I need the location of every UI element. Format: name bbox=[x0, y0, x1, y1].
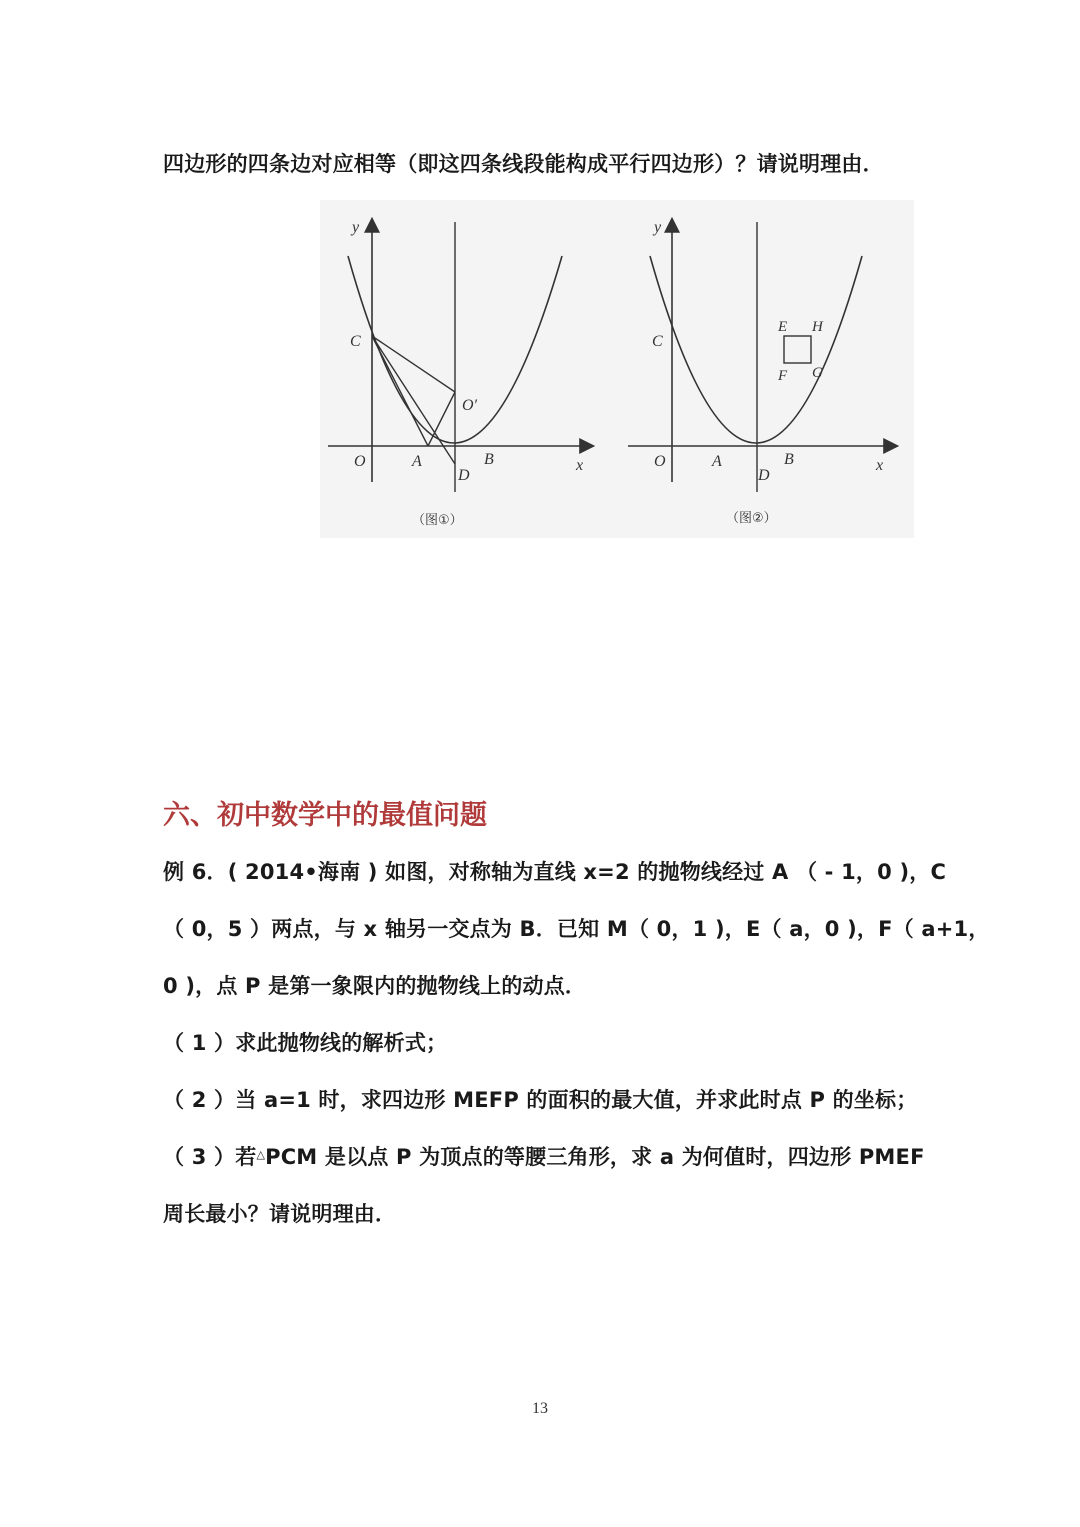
fig1-segment-ao bbox=[428, 392, 455, 446]
fig2-label-y: y bbox=[654, 219, 662, 236]
figure-panel bbox=[320, 200, 914, 538]
fig1-label-d: D bbox=[458, 467, 470, 484]
fig1-label-o: O bbox=[354, 453, 366, 470]
question-1: （ 1 ）求此抛物线的解析式； bbox=[163, 1031, 448, 1055]
question-3 bbox=[163, 1141, 925, 1171]
question-3-line-2: 周长最小？请说明理由． bbox=[163, 1202, 397, 1226]
fig1-label-y: y bbox=[352, 219, 360, 236]
fig1-caption: （图①） bbox=[412, 513, 463, 528]
fig2-label-a: A bbox=[712, 453, 722, 470]
fig1-label-o-prime: O′ bbox=[462, 397, 478, 414]
problem-line-2: （ 0，5 ）两点，与 x 轴另一交点为 B．已知 M（ 0，1 )，E（ a，0 )，F（ a+1， bbox=[163, 917, 990, 941]
fig2-label-g: G bbox=[812, 365, 823, 381]
section-title: 六、初中数学中的最值问题 bbox=[163, 800, 487, 831]
fig2-label-c: C bbox=[652, 333, 663, 350]
fig2-label-o: O bbox=[654, 453, 666, 470]
question-3-prefix: （ 3 ）若 bbox=[163, 1145, 257, 1169]
figure-2 bbox=[628, 219, 896, 526]
figure-1 bbox=[328, 219, 592, 528]
fig2-label-d: D bbox=[758, 467, 770, 484]
triangle-symbol: △ bbox=[256, 1148, 266, 1161]
page-number: 13 bbox=[532, 1400, 548, 1417]
fig1-segment-ca bbox=[372, 336, 428, 446]
fig2-label-f: F bbox=[778, 368, 788, 384]
intro-text: 四边形的四条边对应相等（即这四条线段能构成平行四边形）？请说明理由． bbox=[163, 152, 884, 176]
fig2-label-h: H bbox=[812, 319, 823, 335]
fig2-parabola bbox=[650, 256, 862, 443]
fig2-label-e: E bbox=[778, 319, 788, 335]
fig2-label-b: B bbox=[784, 451, 794, 468]
fig1-label-a: A bbox=[412, 453, 422, 470]
figures-svg bbox=[320, 200, 914, 538]
fig1-label-b: B bbox=[484, 451, 494, 468]
question-2: （ 2 ）当 a=1 时，求四边形 MEFP 的面积的最大值，并求此时点 P 的坐标； bbox=[163, 1088, 918, 1112]
fig2-square-efgh bbox=[784, 336, 811, 363]
fig2-label-x: x bbox=[876, 457, 884, 474]
fig2-caption: （图②） bbox=[726, 511, 777, 526]
problem-line-1: 例 6．( 2014•海南 ) 如图，对称轴为直线 x=2 的抛物线经过 A （ - 1，0 )，C bbox=[163, 860, 947, 884]
question-3-rest: PCM 是以点 P 为顶点的等腰三角形，求 a 为何值时，四边形 PMEF bbox=[265, 1145, 925, 1169]
fig1-label-c: C bbox=[350, 333, 361, 350]
fig1-label-x: x bbox=[576, 457, 584, 474]
fig1-segment-cd bbox=[372, 336, 455, 464]
problem-line-3: 0 )，点 P 是第一象限内的抛物线上的动点． bbox=[163, 974, 587, 998]
